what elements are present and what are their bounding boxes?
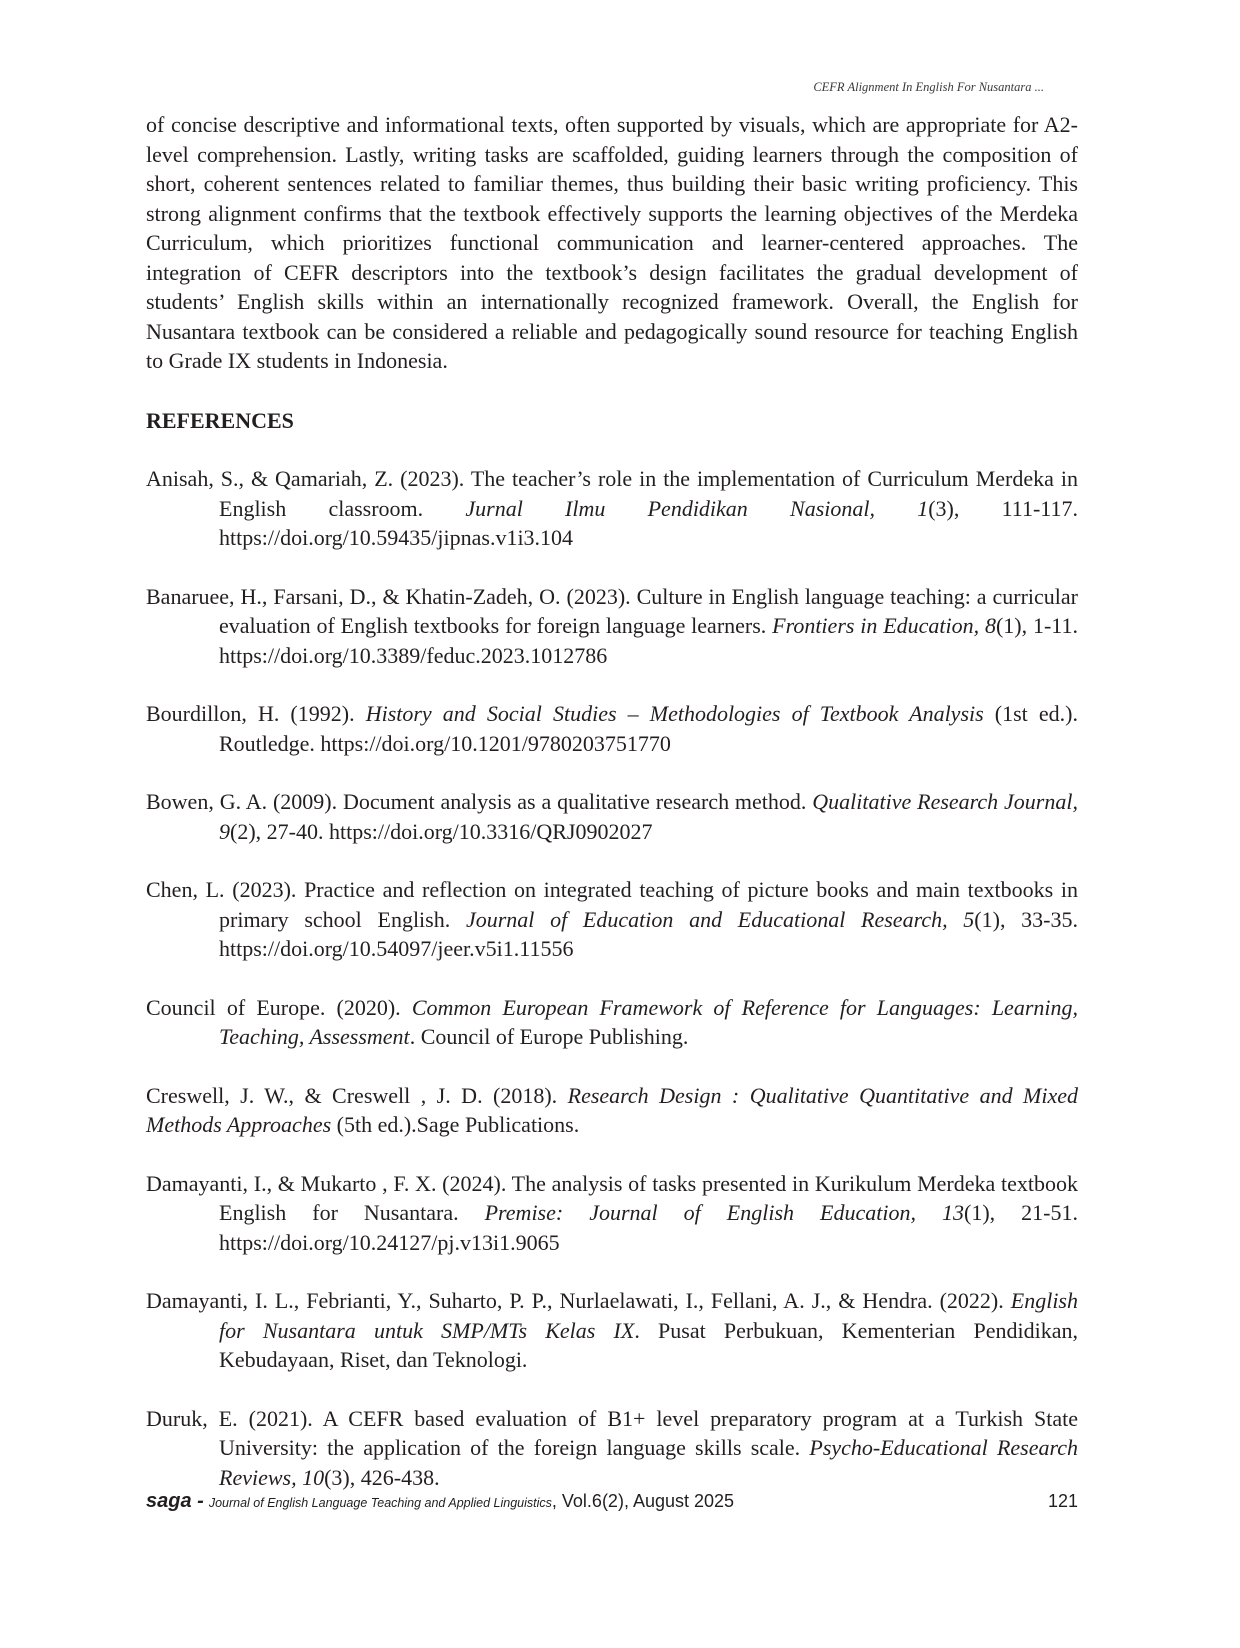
page-number: 121 xyxy=(1047,1491,1078,1511)
reference-item: Council of Europe. (2020). Common European Framework of Reference for Languages: Learning, Teaching, Assessment. Council of Europe Publishing. xyxy=(146,994,1078,1049)
journal-citation xyxy=(146,1490,734,1513)
reference-item: Anisah, S., & Qamariah, Z. (2023). The teacher’s role in the implementation of Curriculum Merdeka in English classroom. Jurnal Ilmu Pendidikan Nasional, 1(3), 111-117. https://doi.org/10.59435/jipnas.v1i3.104 xyxy=(146,466,1078,550)
journal-name: Journal of English Language Teaching and Applied Linguistics xyxy=(208,1496,552,1510)
reference-item: Banaruee, H., Farsani, D., & Khatin-Zadeh, O. (2023). Culture in English language teaching: a curricular evaluation of English textbooks for foreign language learners. Frontiers in Education, 8(1), 1-11. https://doi.org/10.3389/feduc.2023.1012786 xyxy=(146,583,1078,668)
references-heading: REFERENCES xyxy=(146,407,294,433)
reference-list xyxy=(146,464,1078,1492)
journal-short-name: saga - xyxy=(146,1490,204,1512)
reference-item: Chen, L. (2023). Practice and reflection on integrated teaching of picture books and main textbooks in primary school English. Journal of Education and Educational Research, 5(1), 33-35. https://doi.org/10.54097/jeer.v5i1.11556 xyxy=(146,877,1078,961)
reference-item: Bowen, G. A. (2009). Document analysis as a qualitative research method. Qualitative Research Journal, 9(2), 27-40. https://doi.org/10.3316/QRJ0902027 xyxy=(146,789,1078,844)
page-content xyxy=(146,110,1078,1492)
reference-item: Bourdillon, H. (1992). History and Social Studies – Methodologies of Textbook Analysis (1st ed.). Routledge. https://doi.org/10.1201/9780203751770 xyxy=(146,701,1078,756)
reference-item: Duruk, E. (2021). A CEFR based evaluation of B1+ level preparatory program at a Turkish State University: the application of the foreign language skills scale. Psycho-Educational Research Reviews, 10(3), 426-438. xyxy=(146,1405,1078,1490)
body-paragraph: of concise descriptive and informational texts, often supported by visuals, which are appropriate for A2-level comprehension. Lastly, writing tasks are scaffolded, guiding learners through the composition of short, coherent sentences related to familiar themes, thus building their basic writing proficiency. This strong alignment confirms that the textbook effectively supports the learning objectives of the Merdeka Curriculum, which prioritizes functional communication and learner-centered approaches. The integration of CEFR descriptors into the textbook’s design facilitates the gradual development of students’ English skills within an internationally recognized framework. Overall, the English for Nusantara textbook can be considered a reliable and pedagogically sound resource for teaching English to Grade IX students in Indonesia. xyxy=(146,112,1078,373)
reference-item: Damayanti, I., & Mukarto , F. X. (2024). The analysis of tasks presented in Kurikulum Merdeka textbook English for Nusantara. Premise: Journal of English Education, 13(1), 21-51. https://doi.org/10.24127/pj.v13i1.9065 xyxy=(146,1170,1078,1255)
running-head: CEFR Alignment In English For Nusantara ... xyxy=(813,80,1044,94)
reference-item: Damayanti, I. L., Febrianti, Y., Suharto, P. P., Nurlaelawati, I., Fellani, A. J., & Hendra. (2022). English for Nusantara untuk SMP/MTs Kelas IX. Pusat Perbukuan, Kementerian Pendidikan, Kebudayaan, Riset, dan Teknologi. xyxy=(146,1288,1078,1372)
journal-volume: , Vol.6(2), August 2025 xyxy=(551,1491,735,1511)
page-footer xyxy=(146,1490,1078,1513)
reference-item: Creswell, J. W., & Creswell , J. D. (2018). Research Design : Qualitative Quantitative and Mixed Methods Approaches (5th ed.).Sage Publications. xyxy=(146,1082,1078,1137)
